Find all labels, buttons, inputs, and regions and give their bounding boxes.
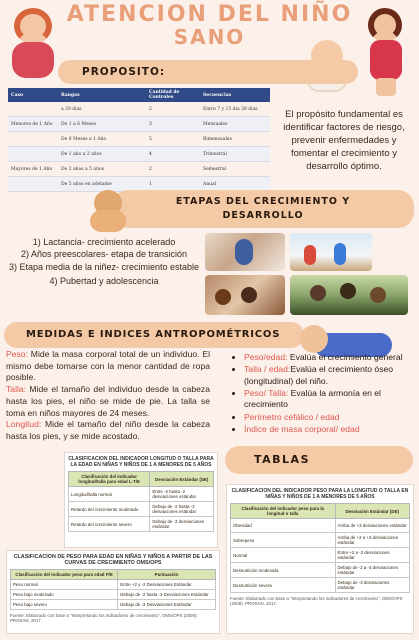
col-secuencias: Secuencias <box>200 88 270 102</box>
cell <box>8 132 58 147</box>
cell: Mensuales <box>200 117 270 132</box>
col-caso: Caso <box>8 88 58 102</box>
cell: Peso bajo severo <box>11 600 118 610</box>
title-line-1: ATENCION DEL NIÑO <box>66 2 353 27</box>
etapas-heading-line1: ETAPAS DEL CRECIMIENTO Y <box>175 196 351 207</box>
table-title: CLASIFICACION DEL INDICADOR PESO PARA LA LONGITUD O TALLA EN NIÑAS Y NIÑOS DE 1 A MENORES DE 5 AÑOS <box>231 488 409 500</box>
girl-body <box>12 42 54 78</box>
peso-talla-table <box>230 503 410 593</box>
table-row <box>11 580 216 590</box>
controls-table <box>8 88 270 192</box>
col-head: Puntuación <box>118 570 216 580</box>
table-row <box>11 590 216 600</box>
table-card-peso-talla <box>226 484 414 634</box>
cell: Longitud/talla normal <box>69 487 150 502</box>
cell: Debajo de -3 desviaciones estándar <box>335 578 409 593</box>
talla-text: Mide el tamaño del individuo desde la cabeza hasta los pies, el niño se mide de pie. La talla se toma en niños mayores de 24 meses. <box>6 384 210 418</box>
cell: De 1 a 6 Meses <box>58 117 146 132</box>
cell: Mayores de 1 Año <box>8 162 58 177</box>
girl-illustration-right <box>362 4 410 96</box>
col-head: Clasificación del indicador longitud/talla para edad L-T/E <box>69 472 150 487</box>
photo-figure <box>340 283 356 299</box>
table-source: Fuente: Elaborado con base a "Interpretando los indicadores de crecimiento", OMS/OPS (2008). PROSAN, 2017. <box>10 613 198 623</box>
index-text: Evalúa la armonía en el crecimiento <box>244 387 381 410</box>
photo-figure <box>235 239 253 265</box>
table-row <box>69 502 214 517</box>
peso-label: Peso: <box>6 349 28 359</box>
table-row <box>231 519 410 533</box>
stage-item: 1) Lactancia- crecimiento acelerado <box>32 237 176 247</box>
cell: Normal <box>231 548 336 563</box>
table-source: Fuente: Elaborado con base a "Interpretando los indicadores de crecimiento", OMS/OPS (2008). PROSAN, 2017. <box>230 596 403 606</box>
col-rangos: Rangos <box>58 88 146 102</box>
table-row <box>8 102 270 117</box>
page-title <box>0 4 419 48</box>
talla-label: Talla: <box>6 384 27 395</box>
table-header-row <box>8 88 270 102</box>
cell: Bimensuales <box>200 132 270 147</box>
table-row <box>8 162 270 177</box>
cell: Entre +2 a -2 desviaciones estándar <box>335 548 409 563</box>
cell: Menores de 1 Año <box>8 117 58 132</box>
peso-text: Mide la masa corporal total de un individuo. El mismo debe tomarse con la menor cantidad de ropa posible. <box>6 349 210 383</box>
cell: De 1 año a 2 años <box>58 147 146 162</box>
cell: Obesidad <box>231 519 336 533</box>
cell: Debajo de -2 hasta -3 Desviaciones Estándar <box>118 590 216 600</box>
cell: 1 <box>146 177 200 192</box>
stages-list <box>8 236 200 288</box>
table-row <box>231 548 410 563</box>
cell: De 2 años a 5 años <box>58 162 146 177</box>
index-label: Talla / edad: <box>244 364 291 375</box>
table-row <box>231 578 410 593</box>
cell <box>8 177 58 192</box>
table-header-row <box>231 504 410 519</box>
table-header-row <box>11 570 216 580</box>
cell: 3 <box>146 117 200 132</box>
index-text: Evalúa el crecimiento general <box>287 352 403 362</box>
stage-item: 3) Etapa media de la niñez- crecimiento estable <box>8 261 200 272</box>
index-item <box>244 424 412 435</box>
tablas-heading: TABLAS <box>254 453 310 466</box>
cell: Sobrepeso <box>231 533 336 548</box>
col-cantidad: Cantidad de Controles <box>146 88 200 102</box>
col-head: Desviación Estándar (DE) <box>150 472 214 487</box>
etapas-heading-line2: DESARROLLO <box>222 210 304 221</box>
index-item <box>244 364 412 386</box>
table-title: CLASIFICACION DEL INDICADOR LONGITUD O TALLA PARA LA EDAD EN NIÑAS Y NIÑOS DE 1 A MENORES DE 5 AÑOS <box>68 456 214 468</box>
cell: Peso normal <box>11 580 118 590</box>
teddy-bear-illustration <box>86 190 130 232</box>
photo-figure <box>370 287 386 303</box>
cell: Arriba de +2 a +3 desviaciones estándar <box>335 533 409 548</box>
table-row <box>231 563 410 578</box>
stage-item: 4) Pubertad y adolescencia <box>49 276 159 287</box>
index-item <box>244 388 412 410</box>
longitud-label: Longitud: <box>6 419 42 430</box>
cell: Retardo del crecimiento severo <box>69 517 150 532</box>
stage-item: 2) Años preescolares- etapa de transición <box>20 249 188 260</box>
index-text: Evalúa el crecimiento óseo (longitudinal) del niño. <box>244 364 394 386</box>
index-label: Índice de masa corporal/ edad <box>244 423 360 434</box>
cell: Debajo de -2 hasta -3 desviaciones estándar <box>150 502 214 517</box>
table-row <box>69 487 214 502</box>
table-row <box>8 147 270 162</box>
girl-head <box>14 8 52 44</box>
index-label: Peso/edad: <box>244 352 288 362</box>
index-item <box>244 412 412 423</box>
cell: Entre 7 y 15 dia 28 dias <box>200 102 270 117</box>
cell: Peso bajo moderado <box>11 590 118 600</box>
photo-figure <box>241 287 257 303</box>
photo-playing-kids <box>290 233 372 271</box>
girl-right-head <box>368 8 402 42</box>
index-label: Peso/ Talla: <box>244 387 289 398</box>
cell: 2 <box>146 162 200 177</box>
table-card-talla-edad <box>64 452 218 548</box>
crawling-baby-head <box>300 325 328 353</box>
bear-body <box>90 210 126 232</box>
col-head: Desviación Estándar (DE) <box>335 504 409 519</box>
girl-right-legs <box>376 78 396 96</box>
cell: Desnutrición severa <box>231 578 336 593</box>
title-line-2: SANO <box>173 25 246 49</box>
cell: Semestral <box>200 162 270 177</box>
proposito-heading: PROPOSITO: <box>82 66 166 78</box>
cell: Arriba de +3 desviaciones estándar <box>335 519 409 533</box>
index-label: Perímetro cefálico / edad <box>244 411 340 422</box>
cell: Anual <box>200 177 270 192</box>
table-title: CLASIFICACION DE PESO PARA EDAD EN NIÑAS Y NIÑOS A PARTIR DE LAS CURVAS DE CRECIMIENTO OMS/OPS <box>13 554 213 566</box>
col-head: Clasificación del indicador peso para la longitud o talla <box>231 504 336 519</box>
cell: Debajo de -3 desviaciones estándar <box>150 517 214 532</box>
table-header-row <box>69 472 214 487</box>
table-card-peso-edad <box>6 550 220 634</box>
table-row <box>11 600 216 610</box>
photo-school-kids <box>205 275 285 315</box>
girl-right-body <box>370 40 402 80</box>
photo-figure <box>310 285 326 301</box>
col-head: Clasificación del indicador peso para edad P/E <box>11 570 118 580</box>
indices-list <box>232 352 412 436</box>
cell: 5 <box>146 132 200 147</box>
girl-illustration-left <box>4 4 62 84</box>
cell: Retardo del crecimiento moderado <box>69 502 150 517</box>
index-item <box>244 352 412 363</box>
photo-figure <box>304 245 316 265</box>
photo-mother-baby <box>205 233 285 271</box>
cell: De 6 Meses a 1 Año <box>58 132 146 147</box>
talla-edad-table <box>68 471 214 532</box>
cell <box>8 147 58 162</box>
cell: Entre -2 hasta -2 desviaciones estándar <box>150 487 214 502</box>
cell: De 5 años en adelante <box>58 177 146 192</box>
cell: Desnutrición moderada <box>231 563 336 578</box>
cell <box>8 102 58 117</box>
cell: 4 <box>146 147 200 162</box>
longitud-text: Mide el tamaño del niño desde la cabeza hasta los pies, y se mide acostado. <box>6 419 210 441</box>
cell: Trimestral <box>200 147 270 162</box>
peso-edad-table <box>10 569 216 610</box>
cell: Debajo de -3 Desviaciones Estándar <box>118 600 216 610</box>
table-row <box>8 117 270 132</box>
medidas-heading: MEDIDAS E INDICES ANTROPOMÉTRICOS <box>26 329 281 340</box>
photo-figure <box>334 243 346 265</box>
cell: Entre +2 y -2 Desviaciones Estándar <box>118 580 216 590</box>
cell: a 29 dias <box>58 102 146 117</box>
measures-definitions <box>6 349 210 443</box>
table-row <box>231 533 410 548</box>
cell: 2 <box>146 102 200 117</box>
etapas-heading <box>112 195 414 223</box>
proposito-description: El propósito fundamental es identificar factores de riesgo, prevenir enfermedades y fomentar el crecimiento y desarrollo óptimo. <box>283 109 405 172</box>
photo-teens <box>290 275 408 315</box>
table-row <box>69 517 214 532</box>
table-row <box>8 132 270 147</box>
cell: Debajo de -2 a -3 desviaciones estándar <box>335 563 409 578</box>
photo-figure <box>215 289 231 305</box>
